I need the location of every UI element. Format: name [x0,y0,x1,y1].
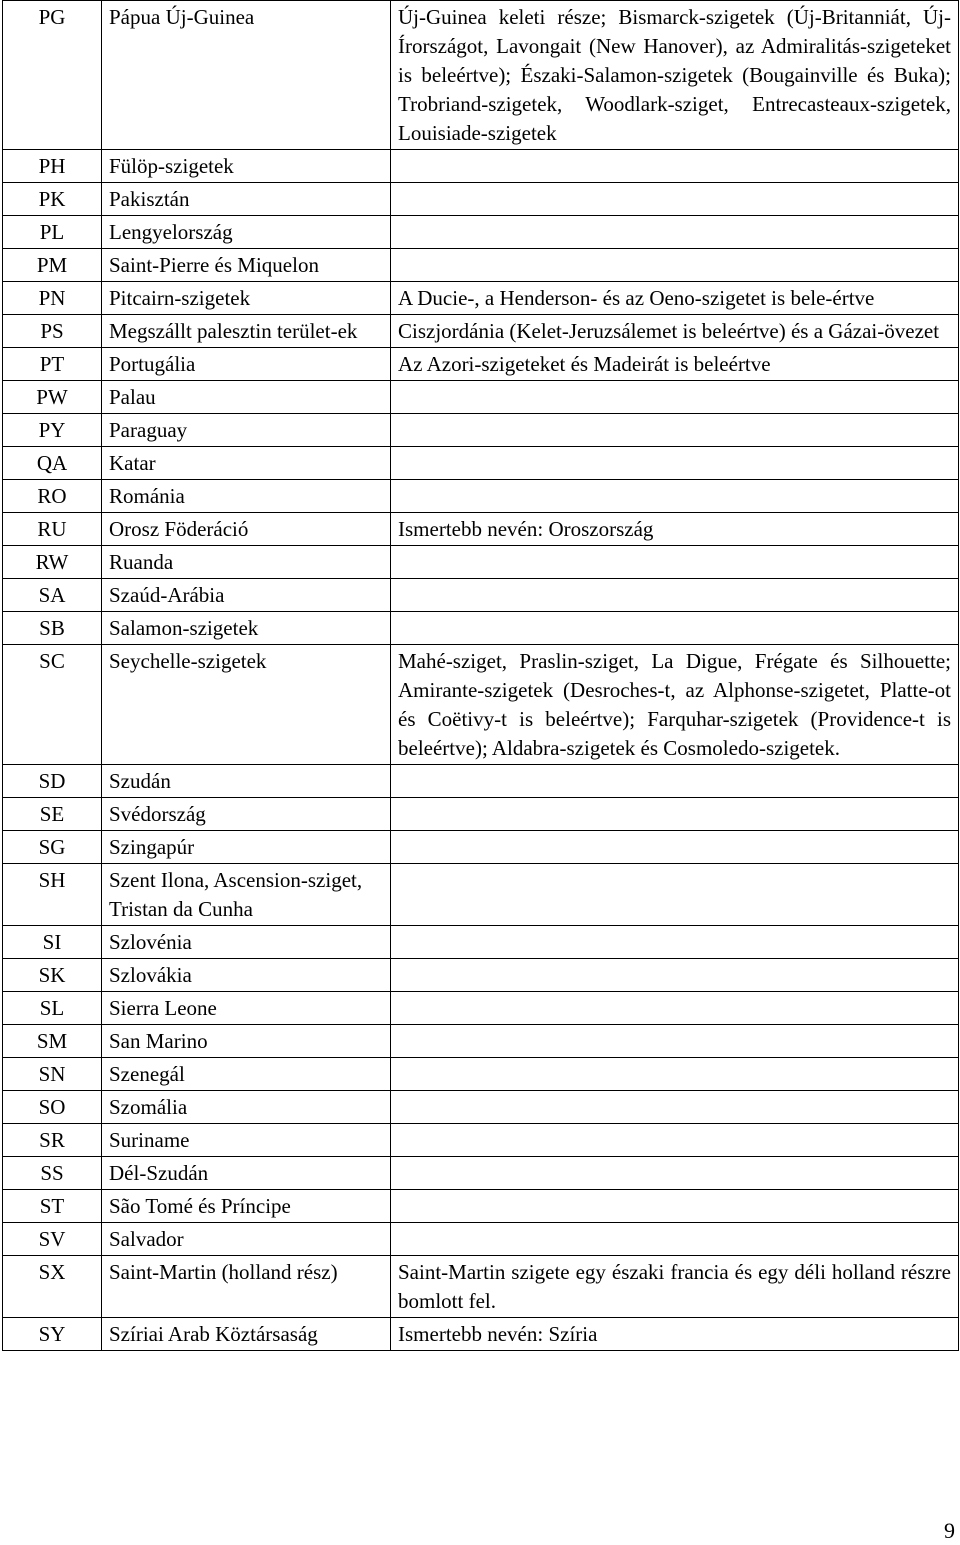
country-name-cell: Salamon-szigetek [102,612,391,645]
table-row [3,348,959,381]
country-note-cell [391,959,959,992]
page-number: 9 [944,1518,955,1543]
country-note-cell [391,1223,959,1256]
table-row [3,831,959,864]
country-code-cell: SI [3,926,102,959]
table-row [3,1058,959,1091]
table-row [3,513,959,546]
table-row [3,183,959,216]
country-name-cell: Ruanda [102,546,391,579]
country-name-cell: Szíriai Arab Köztársaság [102,1318,391,1351]
country-name-cell: Salvador [102,1223,391,1256]
table-row [3,1124,959,1157]
table-row [3,926,959,959]
table-row [3,1157,959,1190]
country-note-cell [391,1190,959,1223]
country-name-cell: Seychelle-szigetek [102,645,391,765]
table-row [3,645,959,765]
country-note-cell: Ismertebb nevén: Oroszország [391,513,959,546]
country-code-cell: ST [3,1190,102,1223]
country-note-cell [391,414,959,447]
country-name-cell: Pakisztán [102,183,391,216]
country-name-cell: San Marino [102,1025,391,1058]
country-note-cell [391,183,959,216]
country-code-cell: SD [3,765,102,798]
country-code-cell: SA [3,579,102,612]
country-name-cell: Sierra Leone [102,992,391,1025]
country-code-cell: SR [3,1124,102,1157]
country-code-cell: SB [3,612,102,645]
country-code-cell: PG [3,1,102,150]
country-name-cell: Szlovénia [102,926,391,959]
country-name-cell: Svédország [102,798,391,831]
country-note-cell: Mahé-sziget, Praslin-sziget, La Digue, Frégate és Silhouette; Amirante-szigetek (Desroches-t, az Alphonse-szigetet, Platte-ot és Coëtivy-t is beleértve); Farquhar-szigetek (Providence-t is beleértve); Aldabra-szigetek és Cosmoledo-szigetek. [391,645,959,765]
country-note-cell [391,381,959,414]
country-name-cell: Orosz Föderáció [102,513,391,546]
country-name-cell: Lengyelország [102,216,391,249]
table-row [3,864,959,926]
country-note-cell [391,1058,959,1091]
table-row [3,1025,959,1058]
country-name-cell: Szent Ilona, Ascension-sziget, Tristan da Cunha [102,864,391,926]
country-name-cell: Paraguay [102,414,391,447]
table-row [3,1091,959,1124]
country-note-cell [391,447,959,480]
country-code-cell: PH [3,150,102,183]
country-code-cell: SS [3,1157,102,1190]
country-note-cell: Ismertebb nevén: Szíria [391,1318,959,1351]
country-name-cell: Szingapúr [102,831,391,864]
country-name-cell: Fülöp-szigetek [102,150,391,183]
country-note-cell: Az Azori-szigeteket és Madeirát is beleértve [391,348,959,381]
country-note-cell [391,1157,959,1190]
country-note-cell [391,765,959,798]
country-code-cell: SO [3,1091,102,1124]
country-code-cell: SV [3,1223,102,1256]
country-note-cell [391,1124,959,1157]
country-code-cell: SC [3,645,102,765]
country-note-cell [391,216,959,249]
country-code-cell: RU [3,513,102,546]
country-code-cell: PL [3,216,102,249]
country-code-cell: PS [3,315,102,348]
country-note-cell [391,831,959,864]
country-note-cell [391,150,959,183]
country-name-cell: Suriname [102,1124,391,1157]
country-code-cell: SL [3,992,102,1025]
table-row [3,480,959,513]
table-row [3,414,959,447]
table-row [3,1190,959,1223]
table-row [3,1318,959,1351]
table-row [3,150,959,183]
country-name-cell: Pápua Új-Guinea [102,1,391,150]
country-code-cell: SG [3,831,102,864]
table-row [3,216,959,249]
country-note-cell: Új-Guinea keleti része; Bismarck-szigetek (Új-Britanniát, Új-Írországot, Lavongait (New Hanover), az Admiralitás-szigeteket is beleértve); Északi-Salamon-szigetek (Bougainville és Buka); Trobriand-szigetek, Woodlark-sziget, Entrecasteaux-szigetek, Louisiade-szigetek [391,1,959,150]
country-name-cell: Szenegál [102,1058,391,1091]
country-note-cell: Saint-Martin szigete egy északi francia és egy déli holland részre bomlott fel. [391,1256,959,1318]
table-row [3,765,959,798]
table-row [3,1256,959,1318]
country-note-cell [391,798,959,831]
country-name-cell: Megszállt palesztin terület-ek [102,315,391,348]
country-note-cell [391,1025,959,1058]
table-row [3,612,959,645]
country-note-cell [391,992,959,1025]
country-name-cell: Portugália [102,348,391,381]
country-code-cell: PT [3,348,102,381]
country-note-cell [391,864,959,926]
country-code-cell: RW [3,546,102,579]
country-name-cell: Szaúd-Arábia [102,579,391,612]
country-code-cell: PM [3,249,102,282]
country-code-table [2,0,959,1351]
country-code-cell: PY [3,414,102,447]
country-name-cell: Pitcairn-szigetek [102,282,391,315]
table-row [3,959,959,992]
table-row [3,798,959,831]
country-code-cell: SK [3,959,102,992]
country-code-cell: PK [3,183,102,216]
country-code-cell: PW [3,381,102,414]
country-note-cell [391,926,959,959]
country-name-cell: Dél-Szudán [102,1157,391,1190]
country-note-cell [391,249,959,282]
country-code-cell: SE [3,798,102,831]
country-code-cell: SY [3,1318,102,1351]
table-row [3,249,959,282]
country-code-cell: QA [3,447,102,480]
country-name-cell: Szlovákia [102,959,391,992]
table-row [3,1223,959,1256]
country-note-cell [391,579,959,612]
table-row [3,381,959,414]
table-row [3,579,959,612]
country-note-cell: Ciszjordánia (Kelet-Jeruzsálemet is beleértve) és a Gázai-övezet [391,315,959,348]
country-code-cell: SM [3,1025,102,1058]
country-note-cell [391,480,959,513]
country-name-cell: Palau [102,381,391,414]
country-code-cell: PN [3,282,102,315]
country-name-cell: Saint-Pierre és Miquelon [102,249,391,282]
table-row [3,1,959,150]
table-row [3,315,959,348]
country-note-cell [391,546,959,579]
country-code-cell: RO [3,480,102,513]
table-row [3,282,959,315]
country-name-cell: São Tomé és Príncipe [102,1190,391,1223]
country-name-cell: Katar [102,447,391,480]
country-code-cell: SH [3,864,102,926]
country-name-cell: Szudán [102,765,391,798]
table-row [3,992,959,1025]
country-note-cell [391,612,959,645]
country-note-cell: A Ducie-, a Henderson- és az Oeno-szigetet is bele-értve [391,282,959,315]
table-row [3,447,959,480]
table-row [3,546,959,579]
country-name-cell: Szomália [102,1091,391,1124]
country-code-cell: SN [3,1058,102,1091]
country-name-cell: Saint-Martin (holland rész) [102,1256,391,1318]
country-note-cell [391,1091,959,1124]
country-name-cell: Románia [102,480,391,513]
country-code-cell: SX [3,1256,102,1318]
